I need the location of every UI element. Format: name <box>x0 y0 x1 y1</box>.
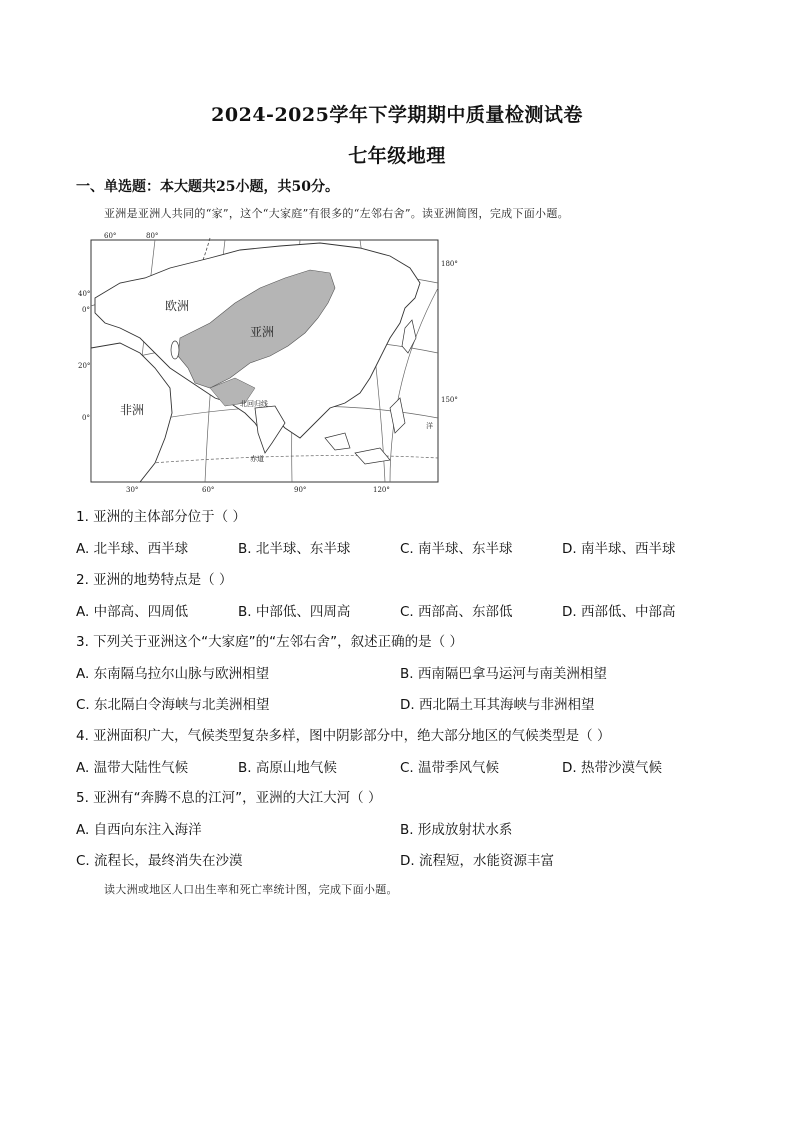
equator-label: 赤道 <box>250 455 264 463</box>
q1-option-a[interactable]: A. 北半球、西半球 <box>76 541 189 557</box>
lon-bottom-120: 120° <box>373 486 390 494</box>
q2-option-b[interactable]: B. 中部低、四周高 <box>238 604 351 620</box>
q5-option-a[interactable]: A. 自西向东注入海洋 <box>76 822 202 838</box>
q2-option-a[interactable]: A. 中部高、四周低 <box>76 604 189 620</box>
question-2-stem: 2. 亚洲的地势特点是（ ） <box>76 572 233 588</box>
lat-left-40: 40° <box>78 290 91 298</box>
q3-option-d[interactable]: D. 西北隔土耳其海峡与非洲相望 <box>400 697 595 713</box>
q2-option-d[interactable]: D. 西部低、中部高 <box>562 604 676 620</box>
q4-option-d[interactable]: D. 热带沙漠气候 <box>562 760 662 776</box>
q4-option-b[interactable]: B. 高原山地气候 <box>238 760 337 776</box>
lon-top-60: 60° <box>104 232 117 240</box>
q1-option-d[interactable]: D. 南半球、西半球 <box>562 541 676 557</box>
question-4-stem: 4. 亚洲面积广大，气候类型复杂多样，图中阴影部分中，绝大部分地区的气候类型是（ ） <box>76 728 611 744</box>
question-1-stem: 1. 亚洲的主体部分位于（ ） <box>76 509 246 525</box>
section-heading: 一、单选题：本大题共25小题，共50分。 <box>76 179 339 195</box>
lat-left-0a: 0° <box>82 306 90 314</box>
question-3-stem: 3. 下列关于亚洲这个“大家庭”的“左邻右舍”，叙述正确的是（ ） <box>76 634 463 650</box>
question-5-stem: 5. 亚洲有“奔腾不息的江河”，亚洲的大江大河（ ） <box>76 790 382 806</box>
lat-left-0b: 0° <box>82 414 90 422</box>
europe-label: 欧洲 <box>165 299 190 313</box>
q4-option-a[interactable]: A. 温带大陆性气候 <box>76 760 189 776</box>
lon-bottom-30: 30° <box>126 486 139 494</box>
lon-bottom-60: 60° <box>202 486 215 494</box>
lon-bottom-90: 90° <box>294 486 307 494</box>
lon-top-80: 80° <box>146 232 159 240</box>
lon-right-180: 180° <box>441 260 458 268</box>
asia-label: 亚洲 <box>250 325 275 339</box>
q5-option-d[interactable]: D. 流程短，水能资源丰富 <box>400 853 554 869</box>
exam-subtitle: 七年级地理 <box>348 145 446 167</box>
asia-map <box>60 228 458 496</box>
chart-intro-text: 读大洲或地区人口出生率和死亡率统计图，完成下面小题。 <box>104 883 398 896</box>
tropic-label: 北回归线 <box>240 400 268 408</box>
q1-option-b[interactable]: B. 北半球、东半球 <box>238 541 351 557</box>
q5-option-c[interactable]: C. 流程长，最终消失在沙漠 <box>76 853 243 869</box>
ocean-label: 洋 <box>426 422 433 430</box>
map-intro-text: 亚洲是亚洲人共同的“家”，这个“大家庭”有很多的“左邻右舍”。读亚洲简图，完成下面小题。 <box>104 207 569 220</box>
q2-option-c[interactable]: C. 西部高、东部低 <box>400 604 513 620</box>
q5-option-b[interactable]: B. 形成放射状水系 <box>400 822 513 838</box>
lat-left-20: 20° <box>78 362 91 370</box>
exam-title: 2024-2025学年下学期期中质量检测试卷 <box>211 104 583 126</box>
lon-right-150: 150° <box>441 396 458 404</box>
africa-label: 非洲 <box>120 403 145 417</box>
q3-option-b[interactable]: B. 西南隔巴拿马运河与南美洲相望 <box>400 666 607 682</box>
q3-option-a[interactable]: A. 东南隔乌拉尔山脉与欧洲相望 <box>76 666 270 682</box>
q3-option-c[interactable]: C. 东北隔白令海峡与北美洲相望 <box>76 697 270 713</box>
q1-option-c[interactable]: C. 南半球、东半球 <box>400 541 513 557</box>
q4-option-c[interactable]: C. 温带季风气候 <box>400 760 500 776</box>
